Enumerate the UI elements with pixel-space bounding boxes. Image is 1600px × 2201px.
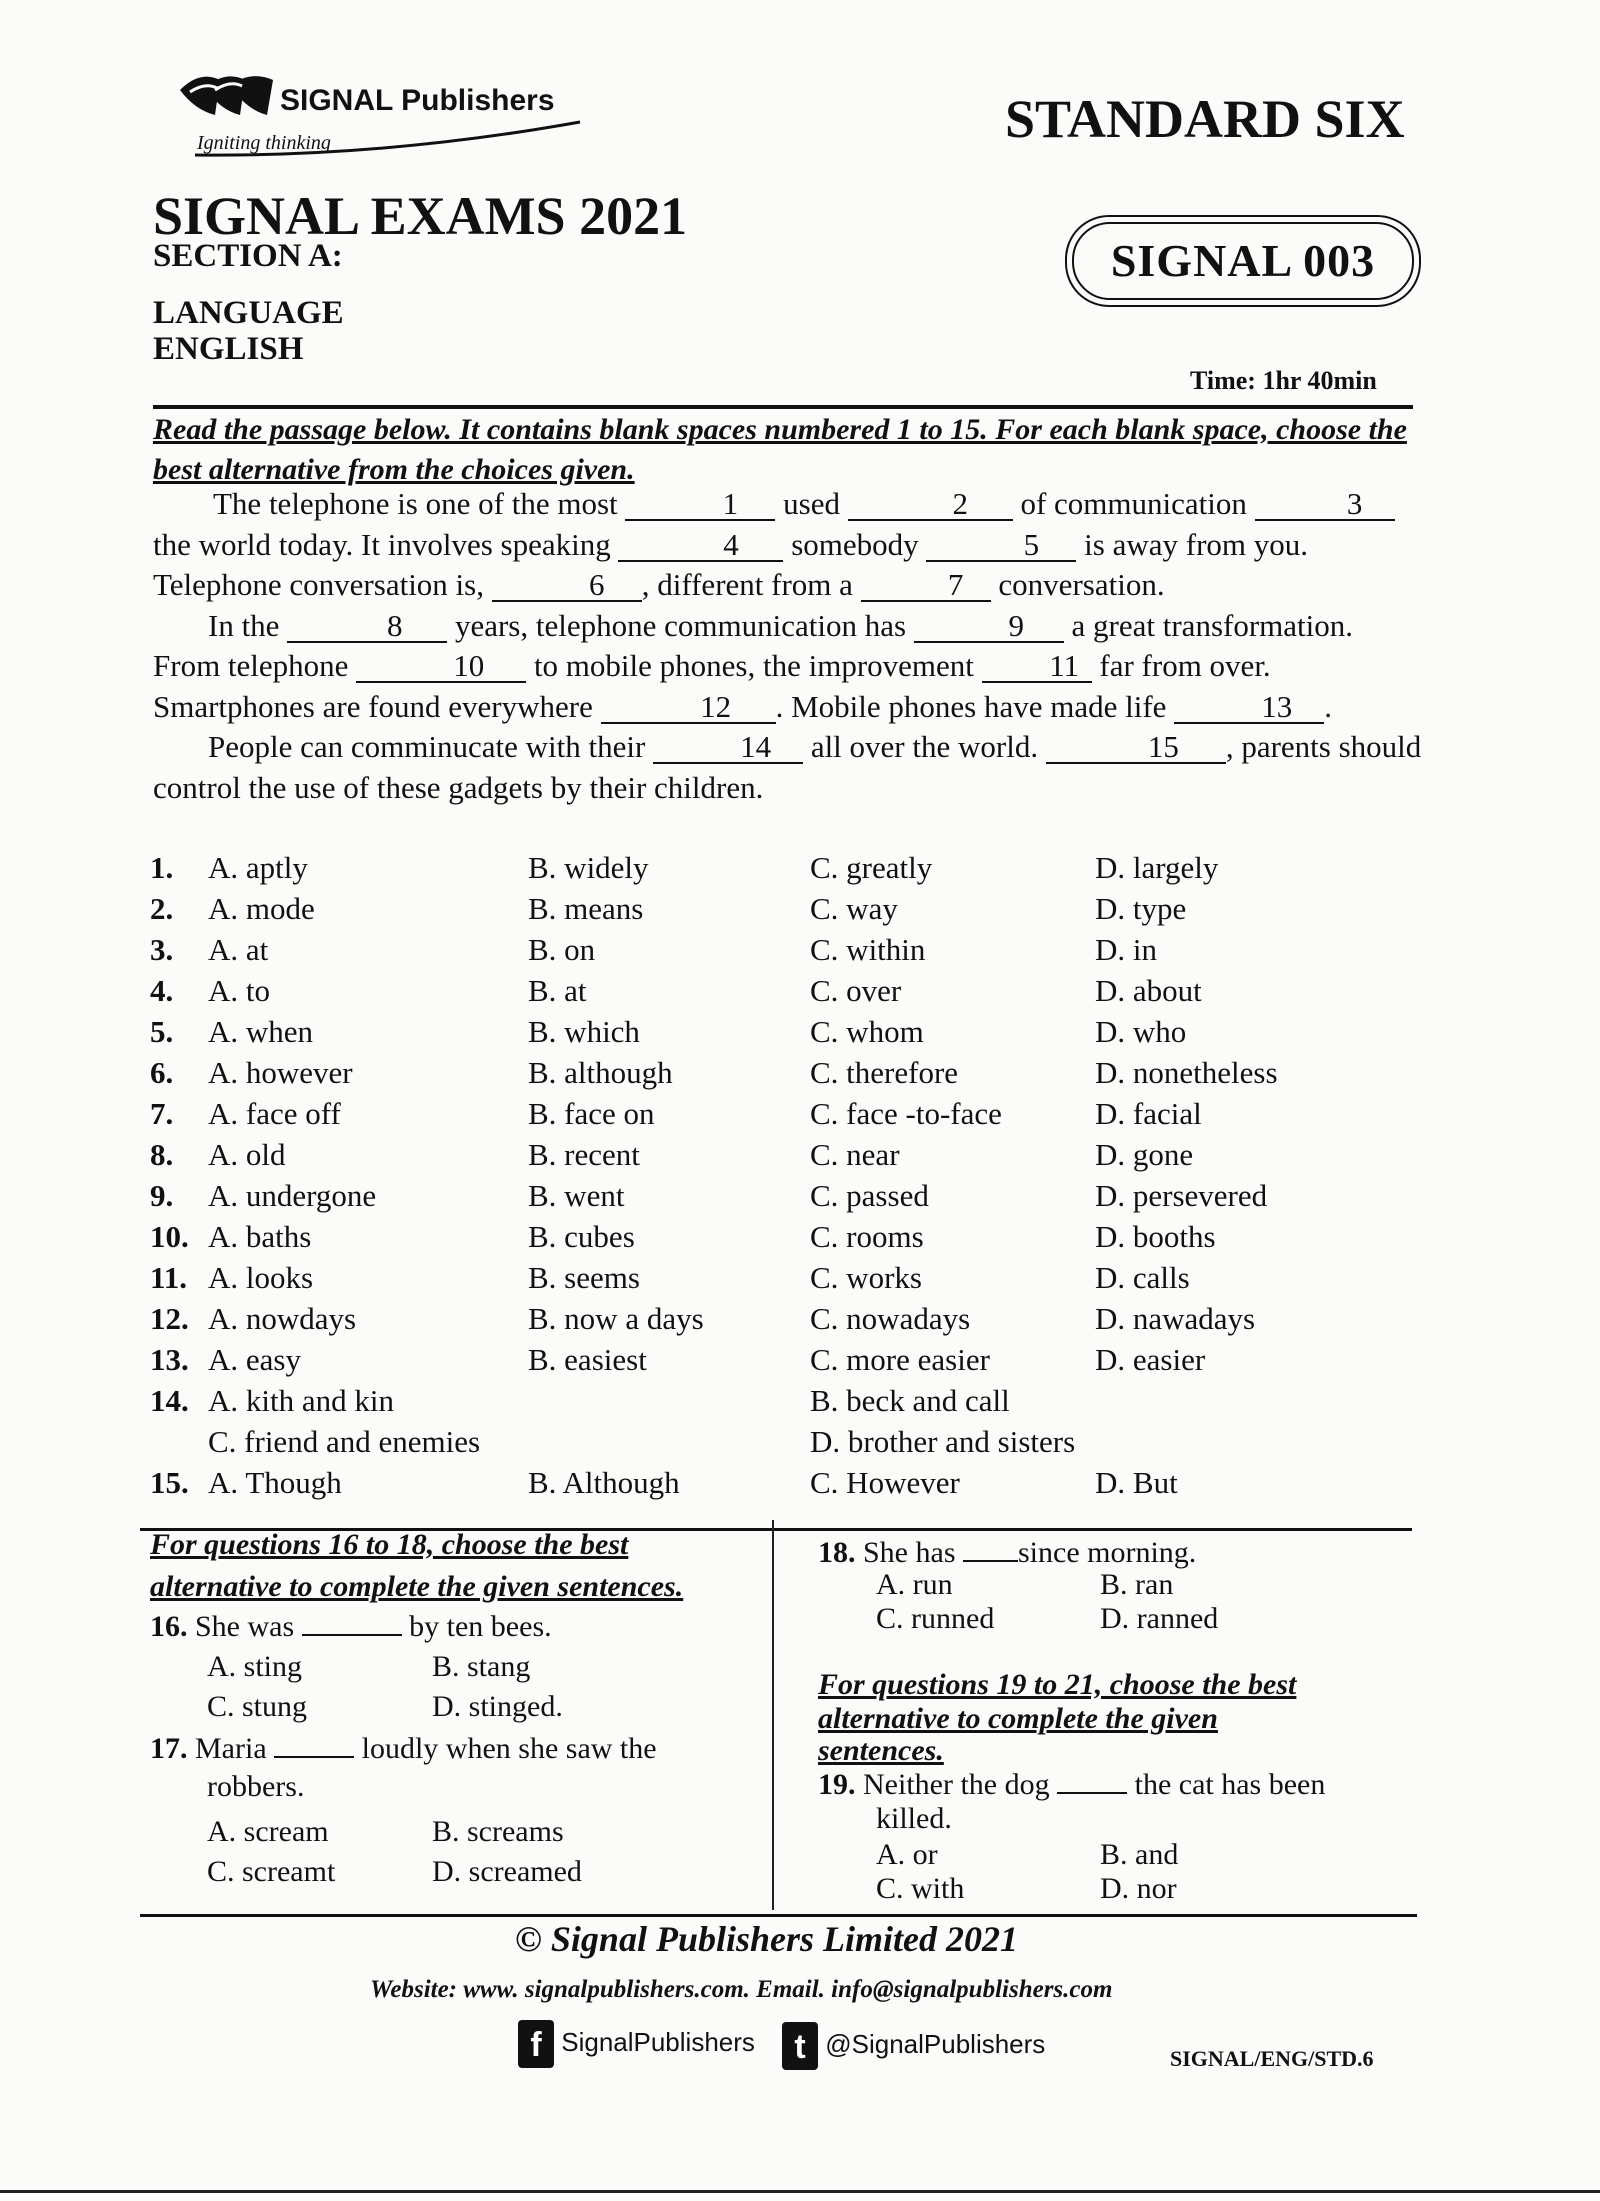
facebook-handle[interactable]: f SignalPublishers — [518, 2020, 755, 2068]
blank-15: 15 — [1046, 732, 1226, 764]
option-c[interactable]: C. therefore — [810, 1055, 959, 1090]
cloze-passage — [153, 484, 1423, 808]
option-a[interactable]: A. Though — [208, 1465, 342, 1500]
option-c[interactable]: C. However — [810, 1465, 960, 1500]
option-c[interactable]: C. more easier — [810, 1342, 990, 1377]
option-row: 9. A. undergone B. went C. passed D. persevered — [150, 1178, 1268, 1213]
option-a[interactable]: A. kith and kin — [208, 1383, 394, 1418]
blank-1: 1 — [625, 489, 775, 521]
option-a[interactable]: A. looks — [208, 1260, 314, 1295]
option-c[interactable]: C. way — [810, 891, 898, 926]
option-c[interactable]: C. within — [810, 932, 926, 967]
section-title: sentences. — [818, 1734, 944, 1767]
question-18: 18. She has since morning. — [818, 1536, 1197, 1569]
option-c[interactable]: C. runned — [876, 1602, 995, 1635]
option-d[interactable]: D. gone — [1095, 1137, 1194, 1172]
passage-paragraph-1: The telephone is one of the most 1 used 2 of communication 3 the world today. It involves speaking 4 somebody 5 is away from you. Telephone conversation is, 6 , different from a 7 conversation. — [153, 484, 1423, 606]
passage-instructions: Read the passage below. It contains blank spaces numbered 1 to 15. For each blank space, choose the best alternative from the choices given. — [153, 413, 1407, 486]
option-row: 4. A. to B. at C. over D. about — [150, 973, 1202, 1008]
section-title: For questions 16 to 18, choose the best — [150, 1528, 629, 1561]
option-b[interactable]: B. face on — [528, 1096, 655, 1131]
questions-16-18-section — [150, 1528, 760, 1604]
blank-4: 4 — [618, 530, 783, 562]
option-b[interactable]: B. on — [528, 932, 596, 967]
question-17: 17. Maria loudly when she saw the — [150, 1732, 657, 1765]
option-a[interactable]: A. face off — [208, 1096, 341, 1131]
passage-paragraph-2: In the 8 years, telephone communication has 9 a great transformation. From telephone 10 to mobile phones, the improvement 11 far from over. Smartphones are found everywhere 12 . Mobile phones have made life 13 . — [153, 607, 1353, 724]
option-a[interactable]: A. undergone — [208, 1178, 377, 1213]
option-b[interactable]: B. and — [1100, 1838, 1179, 1871]
section-title: alternative to complete the given — [818, 1702, 1218, 1735]
option-b[interactable]: B. which — [528, 1014, 640, 1049]
option-c[interactable]: C. over — [810, 973, 902, 1008]
question-19-continued: killed. — [876, 1802, 952, 1835]
option-row: 2. A. mode B. means C. way D. type — [150, 891, 1187, 926]
option-d[interactable]: D. persevered — [1095, 1178, 1268, 1213]
blank-11: 11 — [982, 651, 1092, 683]
option-d[interactable]: D. stinged. — [432, 1690, 563, 1723]
blank-10: 10 — [356, 651, 526, 683]
option-a[interactable]: A. to — [208, 973, 270, 1008]
option-c[interactable]: C. works — [810, 1260, 922, 1295]
option-c[interactable]: C. face -to-face — [810, 1096, 1002, 1131]
option-a[interactable]: A. mode — [208, 891, 315, 926]
option-d[interactable]: D. in — [1095, 932, 1157, 967]
section-title: For questions 19 to 21, choose the best — [818, 1668, 1297, 1701]
option-d[interactable]: D. booths — [1095, 1219, 1216, 1254]
paper-code: SIGNAL/ENG/STD.6 — [1170, 2046, 1374, 2071]
option-b[interactable]: B. seems — [528, 1260, 640, 1295]
option-b[interactable]: B. went — [528, 1178, 625, 1213]
option-d[interactable]: D. brother and sisters — [810, 1424, 1076, 1459]
option-c[interactable]: C. nowadays — [810, 1301, 971, 1336]
section-label: SECTION A: — [153, 238, 343, 274]
question-17-continued: robbers. — [207, 1770, 305, 1803]
option-d[interactable]: D. nonetheless — [1095, 1055, 1278, 1090]
option-b[interactable]: B. ran — [1100, 1568, 1174, 1601]
section-title: alternative to complete the given sentences. — [150, 1570, 684, 1603]
blank-8: 8 — [287, 611, 447, 643]
option-row: 12. A. nowdays B. now a days C. nowadays D. nawadays — [150, 1301, 1256, 1336]
option-c[interactable]: C. friend and enemies — [208, 1424, 481, 1459]
option-d[interactable]: D. ranned — [1100, 1602, 1219, 1635]
option-c[interactable]: C. rooms — [810, 1219, 924, 1254]
exam-title: SIGNAL EXAMS 2021 — [153, 186, 688, 246]
publisher-tagline: Igniting thinking — [197, 132, 331, 154]
option-b[interactable]: B. beck and call — [810, 1383, 1010, 1418]
option-c[interactable]: C. greatly — [810, 850, 933, 885]
option-b[interactable]: B. although — [528, 1055, 673, 1090]
publisher-logo — [175, 62, 595, 162]
option-c[interactable]: C. passed — [810, 1178, 929, 1213]
option-row: 8. A. old B. recent C. near D. gone — [150, 1137, 1194, 1172]
option-b[interactable]: B. easiest — [528, 1342, 647, 1377]
standard-label: STANDARD SIX — [1005, 89, 1405, 149]
option-d[interactable]: D. largely — [1095, 850, 1219, 885]
time-allowed: Time: 1hr 40min — [1190, 366, 1377, 395]
option-b[interactable]: B. stang — [432, 1650, 531, 1683]
option-b[interactable]: B. means — [528, 891, 644, 926]
blank-14: 14 — [653, 732, 803, 764]
option-d[interactable]: D. calls — [1095, 1260, 1190, 1295]
option-a[interactable]: A. aptly — [208, 850, 308, 885]
option-row: 3. A. at B. on C. within D. in — [150, 932, 1157, 967]
option-a[interactable]: A. old — [208, 1137, 286, 1172]
option-row: 10. A. baths B. cubes C. rooms D. booths — [150, 1219, 1216, 1254]
option-b[interactable]: B. screams — [432, 1815, 564, 1848]
option-b[interactable]: B. cubes — [528, 1219, 635, 1254]
option-row: 11. A. looks B. seems C. works D. calls — [150, 1260, 1190, 1295]
option-a[interactable]: A. baths — [208, 1219, 312, 1254]
option-a[interactable]: A. however — [208, 1055, 353, 1090]
questions-18-19-block — [818, 1536, 1418, 1911]
option-row: 6. A. however B. although C. therefore D. nonetheless — [150, 1055, 1278, 1090]
twitter-handle[interactable]: t @SignalPublishers — [782, 2022, 1045, 2070]
option-row — [150, 1424, 1430, 1464]
option-row: 1. A. aptly B. widely C. greatly D. largely — [150, 850, 1219, 885]
option-a[interactable]: A. when — [208, 1014, 314, 1049]
footer-divider — [140, 1914, 1417, 1917]
option-a[interactable]: A. at — [208, 932, 269, 967]
option-row: 13. A. easy B. easiest C. more easier D. easier — [150, 1342, 1206, 1377]
copyright-line: © Signal Publishers Limited 2021 — [515, 1919, 1018, 1959]
option-a[interactable]: A. run — [876, 1568, 953, 1601]
header-divider — [153, 405, 1413, 409]
option-a[interactable]: A. sting — [207, 1650, 303, 1683]
question-16: 16. She was by ten bees. — [150, 1610, 552, 1643]
option-a[interactable]: A. scream — [207, 1815, 329, 1848]
twitter-icon: t — [782, 2022, 818, 2070]
question-19: 19. Neither the dog the cat has been — [818, 1768, 1326, 1801]
website-email: Website: www. signalpublishers.com. Email. info@signalpublishers.com — [370, 1976, 1113, 2003]
option-b[interactable]: B. widely — [528, 850, 649, 885]
option-b[interactable]: B. now a days — [528, 1301, 704, 1336]
option-b[interactable]: B. at — [528, 973, 587, 1008]
option-row: 5. A. when B. which C. whom D. who — [150, 1014, 1187, 1049]
option-d[interactable]: D. who — [1095, 1014, 1187, 1049]
option-c[interactable]: C. stung — [207, 1690, 308, 1723]
blank-9: 9 — [914, 611, 1064, 643]
option-row: 7. A. face off B. face on C. face -to-face D. facial — [150, 1096, 1202, 1131]
facebook-icon: f — [518, 2020, 554, 2068]
blank-13: 13 — [1174, 692, 1324, 724]
option-c[interactable]: C. near — [810, 1137, 900, 1172]
option-b[interactable]: B. recent — [528, 1137, 640, 1172]
option-d[interactable]: D. about — [1095, 973, 1202, 1008]
option-d[interactable]: D. nawadays — [1095, 1301, 1256, 1336]
question-16-17-block — [150, 1610, 760, 1910]
option-row: 14. A. kith and kin B. beck and call — [150, 1383, 1010, 1418]
option-a[interactable]: A. nowdays — [208, 1301, 357, 1336]
option-d[interactable]: D. screamed — [432, 1855, 582, 1888]
passage-paragraph-3: People can comminucate with their 14 all over the world. 15 , parents should control the use of these gadgets by their children. — [153, 729, 1422, 805]
exam-code-badge: SIGNAL 003 — [1065, 215, 1421, 307]
option-c[interactable]: C. with — [876, 1872, 965, 1905]
option-b[interactable]: B. Although — [528, 1465, 680, 1500]
blank-3: 3 — [1255, 489, 1395, 521]
option-d[interactable]: D. facial — [1095, 1096, 1202, 1131]
option-d[interactable]: D. type — [1095, 891, 1187, 926]
publisher-name: SIGNAL Publishers — [280, 84, 555, 117]
blank-12: 12 — [601, 692, 776, 724]
option-d[interactable]: D. nor — [1100, 1872, 1177, 1905]
blank-5: 5 — [926, 530, 1076, 562]
option-a[interactable]: A. or — [876, 1838, 938, 1871]
blank-6: 6 — [492, 570, 642, 602]
subject-label: LANGUAGE ENGLISH — [153, 295, 344, 367]
option-d[interactable]: D. But — [1095, 1465, 1178, 1500]
column-divider — [772, 1520, 774, 1910]
option-c[interactable]: C. screamt — [207, 1855, 336, 1888]
option-d[interactable]: D. easier — [1095, 1342, 1206, 1377]
option-row: 15. A. Though B. Although C. However D. But — [150, 1465, 1178, 1500]
blank-2: 2 — [848, 489, 1013, 521]
copyright-icon: © — [515, 1919, 542, 1959]
option-a[interactable]: A. easy — [208, 1342, 301, 1377]
blank-7: 7 — [861, 570, 991, 602]
option-c[interactable]: C. whom — [810, 1014, 924, 1049]
page-bottom-border — [0, 2190, 1600, 2193]
